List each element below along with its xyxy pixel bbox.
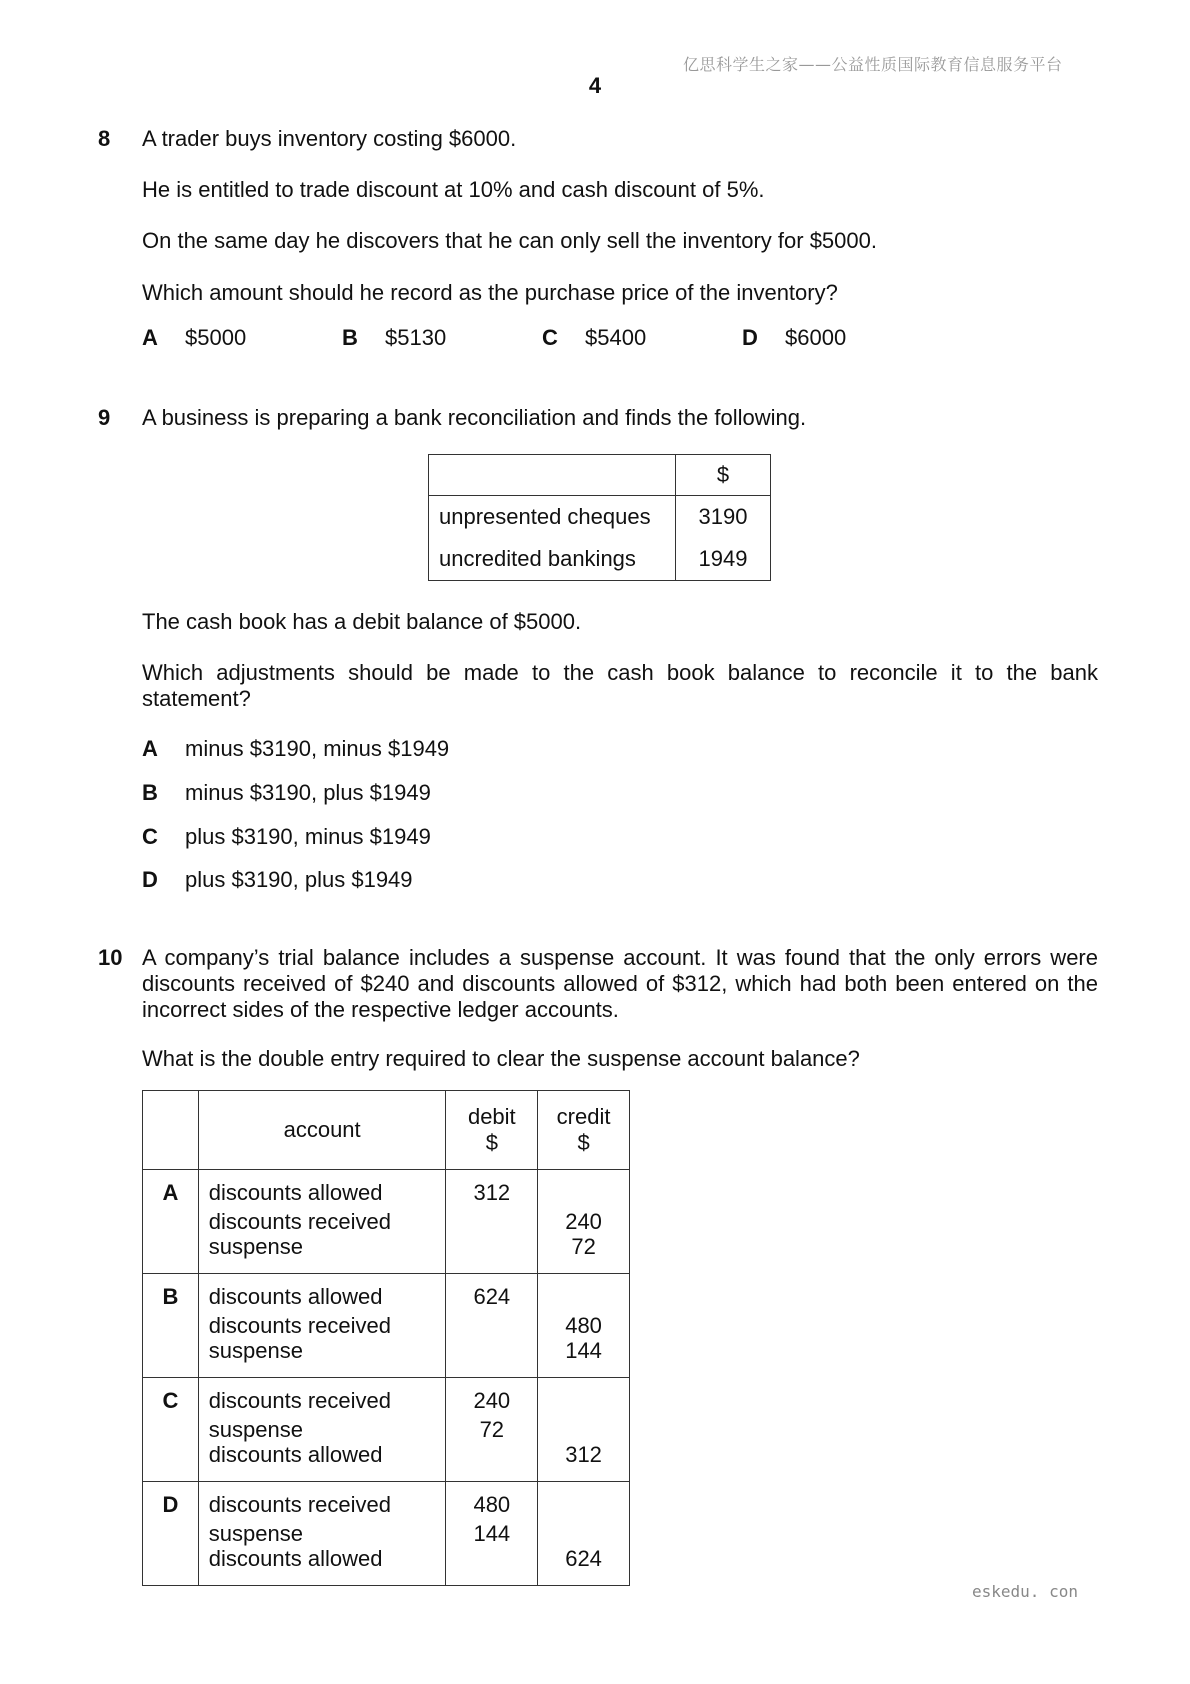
header-credit	[538, 1091, 630, 1170]
option-text: minus $3190, minus $1949	[185, 736, 450, 761]
option-text: $5000	[185, 325, 247, 350]
option-letter: C	[142, 824, 158, 849]
header-account: account	[198, 1091, 446, 1170]
header-debit	[446, 1091, 538, 1170]
credit-value: 480	[565, 1313, 602, 1338]
option-letter: A	[142, 736, 158, 761]
credit-value: 624	[565, 1546, 602, 1571]
answer-row-a[interactable]	[143, 1170, 630, 1274]
row-value: 1949	[676, 538, 771, 581]
row-label: unpresented cheques	[429, 496, 676, 539]
header-credit-currency: $	[577, 1130, 590, 1155]
q10-question: What is the double entry required to clear the suspense account balance?	[142, 1046, 860, 1071]
table-header-blank	[429, 455, 676, 496]
option-letter: B	[142, 780, 158, 805]
q8-question: Which amount should he record as the purchase price of the inventory?	[142, 280, 838, 305]
footer-watermark: eskedu. con	[972, 1582, 1078, 1601]
account-name: suspense	[208, 1234, 303, 1259]
account-name: discounts allowed	[208, 1546, 383, 1571]
row-letter: C	[143, 1378, 199, 1482]
row-letter: D	[143, 1482, 199, 1586]
q8-option-d[interactable]	[742, 325, 942, 351]
account-name: discounts received	[208, 1388, 391, 1413]
row-label: uncredited bankings	[429, 538, 676, 581]
table-header-currency: $	[676, 455, 771, 496]
table-row	[429, 538, 771, 581]
account-name: discounts allowed	[208, 1180, 383, 1205]
debit-value: 312	[473, 1180, 511, 1205]
option-text: minus $3190, plus $1949	[185, 780, 431, 805]
account-name: discounts received	[208, 1313, 391, 1338]
option-text: $5400	[585, 325, 647, 350]
option-letter: B	[342, 325, 358, 350]
header-debit-label: debit	[467, 1104, 516, 1129]
debit-value: 144	[473, 1521, 511, 1546]
account-name: discounts allowed	[208, 1442, 383, 1467]
account-name: suspense	[208, 1521, 303, 1546]
header-credit-label: credit	[556, 1104, 611, 1129]
option-letter: C	[542, 325, 558, 350]
q8-line-3: On the same day he discovers that he can only sell the inventory for $5000.	[142, 228, 877, 253]
row-value: 3190	[676, 496, 771, 539]
option-letter: A	[142, 325, 158, 350]
table-row	[429, 496, 771, 539]
header-blank	[143, 1091, 199, 1170]
debit-value: 480	[473, 1492, 511, 1517]
option-letter: D	[742, 325, 758, 350]
question-10-number: 10	[98, 945, 123, 970]
option-text: plus $3190, minus $1949	[185, 824, 431, 849]
q9-line-2: The cash book has a debit balance of $5000.	[142, 609, 582, 634]
option-text: $6000	[785, 325, 847, 350]
credit-value: 240	[565, 1209, 602, 1234]
credit-value: 72	[571, 1234, 596, 1259]
q8-line-1: A trader buys inventory costing $6000.	[142, 126, 517, 151]
credit-value: 144	[565, 1338, 602, 1363]
header-debit-currency: $	[485, 1130, 498, 1155]
header-banner: 亿思科学生之家——公益性质国际教育信息服务平台	[683, 55, 1063, 74]
option-text: $5130	[385, 325, 447, 350]
debit-value: 240	[473, 1388, 511, 1413]
q9-option-c[interactable]	[142, 824, 431, 850]
q8-options	[142, 325, 942, 351]
account-name: discounts allowed	[208, 1284, 383, 1309]
option-letter: D	[142, 867, 158, 892]
credit-value: 312	[565, 1442, 602, 1467]
q9-option-b[interactable]	[142, 780, 431, 806]
q9-intro: A business is preparing a bank reconciliation and finds the following.	[142, 405, 807, 430]
option-text: plus $3190, plus $1949	[185, 867, 413, 892]
answer-row-b[interactable]	[143, 1274, 630, 1378]
reconciliation-table	[428, 454, 771, 581]
q8-line-2: He is entitled to trade discount at 10% and cash discount of 5%.	[142, 177, 765, 202]
account-name: suspense	[208, 1338, 303, 1363]
debit-value: 72	[479, 1417, 505, 1442]
account-name: discounts received	[208, 1492, 391, 1517]
account-name: suspense	[208, 1417, 303, 1442]
q9-option-a[interactable]	[142, 736, 449, 762]
double-entry-table	[142, 1090, 630, 1586]
q9-option-d[interactable]	[142, 867, 413, 893]
question-8-number: 8	[98, 126, 111, 151]
q8-option-a[interactable]	[142, 325, 342, 351]
q10-intro: A company’s trial balance includes a suspense account. It was found that the only errors were discounts received of $240 and discounts allowed of $312, which had both been entered on the incorrect sides of the respective ledger accounts.	[142, 945, 1098, 1022]
row-letter: B	[143, 1274, 199, 1378]
answer-row-c[interactable]	[143, 1378, 630, 1482]
q8-option-c[interactable]	[542, 325, 742, 351]
account-name: discounts received	[208, 1209, 391, 1234]
q8-option-b[interactable]	[342, 325, 542, 351]
debit-value: 624	[473, 1284, 511, 1309]
question-9-number: 9	[98, 405, 111, 430]
row-letter: A	[143, 1170, 199, 1274]
page-number: 4	[588, 73, 602, 98]
answer-row-d[interactable]	[143, 1482, 630, 1586]
q9-question: Which adjustments should be made to the cash book balance to reconcile it to the bank statement?	[142, 660, 1098, 711]
